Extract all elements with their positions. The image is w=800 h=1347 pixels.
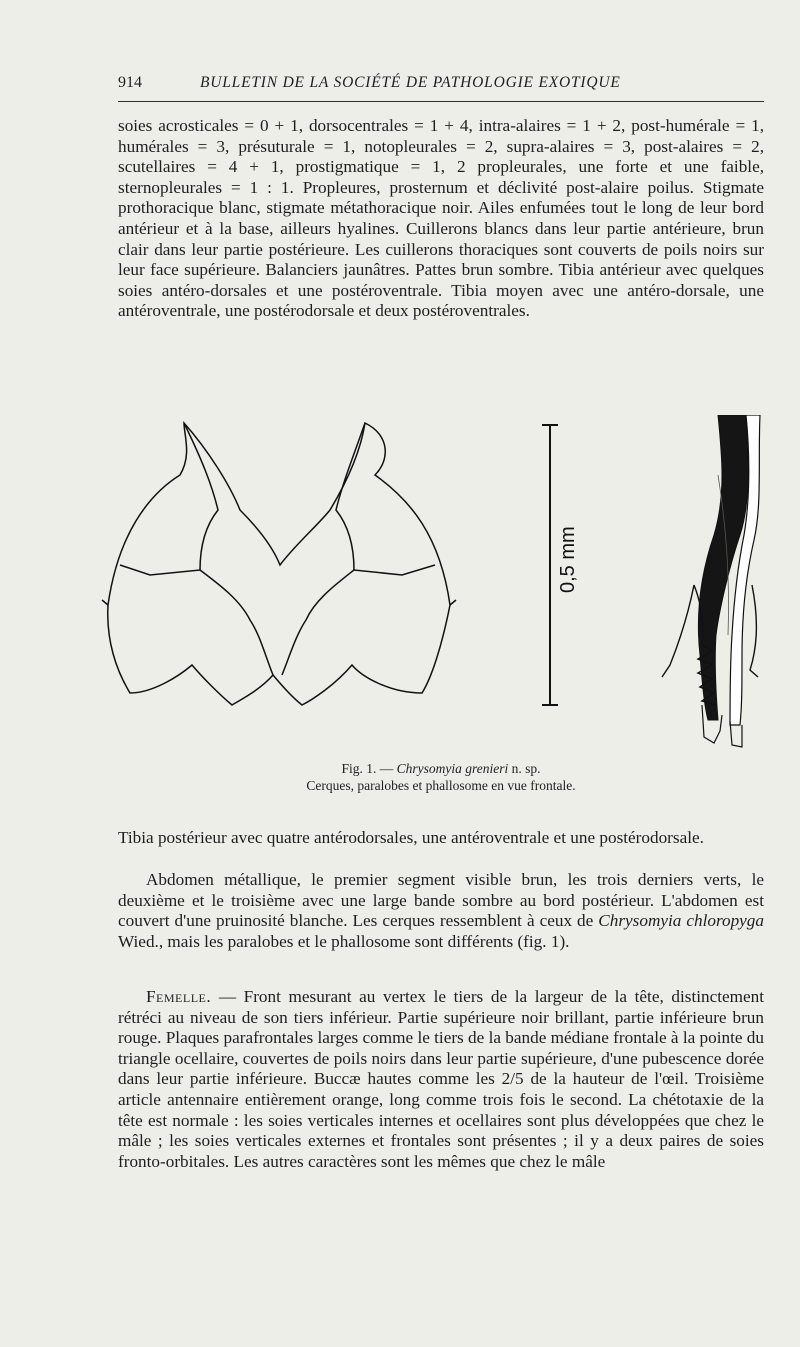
figure-caption-line2: Cerques, paralobes et phallosome en vue frontale. <box>306 778 576 793</box>
paragraph-chetotaxy: soies acrosticales = 0 + 1, dorsocentrales = 1 + 4, intra-alaires = 1 + 2, post-humérale = 1, humérales = 3, présuturale = 1, notopleurales = 2, supra-alaires = 3, post-alaires = 2, scutellaires = 4 + 1, prostigmatique = 1, 2 propleurales, une forte et une faible, sternopleurales = 1 : 1. Propleures, prosternum et déclivité post-alaire poilus. Stigmate prothoracique blanc, stigmate métathoracique noir. Ailes enfumées tout le long de leur bord antérieur et à la base, ailleurs hyalines. Cuillerons blancs dans leur partie antérieure, brun clair dans leur partie postérieure. Les cuillerons thoraciques sont couverts de poils noirs sur leur face supérieure. Balanciers jaunâtres. Pattes brun sombre. Tibia antérieur avec quelques soies antéro-dorsales et une postéroventrale. Tibia moyen avec une antéro-dorsale, une antéroventrale, une postérodorsale et deux postéroventrales. <box>118 116 764 321</box>
figure-caption-line1 <box>118 760 764 777</box>
figure-number: Fig. 1. — <box>341 761 397 776</box>
abdomen-text-end: Wied., mais les paralobes et le phallosome sont différents (fig. 1). <box>118 931 570 951</box>
cerci-tip-left <box>102 600 108 605</box>
figure-caption-suffix: n. sp. <box>508 761 541 776</box>
cerci-outline <box>108 423 450 705</box>
female-text: — Front mesurant au vertex le tiers de la largeur de la tête, distinctement rétréci au niveau de son tiers inférieur. Partie supérieure noir brillant, partie inférieure brun rouge. Plaques parafrontales larges comme le tiers de la bande médiane frontale à la pointe du triangle ocellaire, couvertes de poils noirs dans leur partie supérieure, d'une pubescence dorée dans leur partie inférieure. Buccæ hautes comme les 2/5 de la hauteur de l'œil. Troisième article antennaire entièrement orange, long comme trois fois le second. La chétotaxie de la tête est normale : les soies verticales internes et ocellaires sont plus développées que chez le mâle ; les soies verticales externes et frontales sont présentes ; il y a deux paires de soies fronto-orbitales. Les autres caractères sont les mêmes que chez le mâle <box>118 987 764 1171</box>
abdomen-text: Abdomen métallique, le premier segment visible brun, les trois derniers verts, le deuxième et le troisième avec une large bande sombre au bord postérieur. L'abdomen est couvert d'une pruinosité blanche. Les cerques ressemblent à ceux de <box>118 870 764 931</box>
figure-species: Chrysomyia grenieri <box>396 761 509 776</box>
paragraph-female <box>118 987 764 1172</box>
figure-1 <box>90 415 780 755</box>
scale-bar <box>542 425 558 705</box>
cerci-tip-right <box>450 600 456 605</box>
phallosome-drawing <box>662 415 760 747</box>
paragraph-tibia: Tibia postérieur avec quatre antérodorsales, une antéroventrale et une postérodorsale. <box>118 828 704 847</box>
abdomen-species: Chrysomyia chloropyga <box>598 911 764 931</box>
page-header <box>118 72 764 98</box>
running-head: BULLETIN DE LA SOCIÉTÉ DE PATHOLOGIE EXOTIQUE <box>200 74 621 91</box>
cerci-paralobes-drawing <box>102 423 456 705</box>
paralobe-line-right <box>282 565 435 675</box>
paralobe-line-left <box>120 565 273 675</box>
female-heading: Femelle. <box>146 987 212 1006</box>
scale-label: 0,5 mm <box>557 526 579 593</box>
paragraph-abdomen <box>118 870 764 952</box>
phallosome-hook-left <box>662 585 703 677</box>
page-number: 914 <box>118 74 142 91</box>
header-rule <box>118 101 764 102</box>
figure-drawing <box>90 415 780 755</box>
figure-caption <box>118 760 764 794</box>
phallosome-hook-right <box>750 585 758 677</box>
